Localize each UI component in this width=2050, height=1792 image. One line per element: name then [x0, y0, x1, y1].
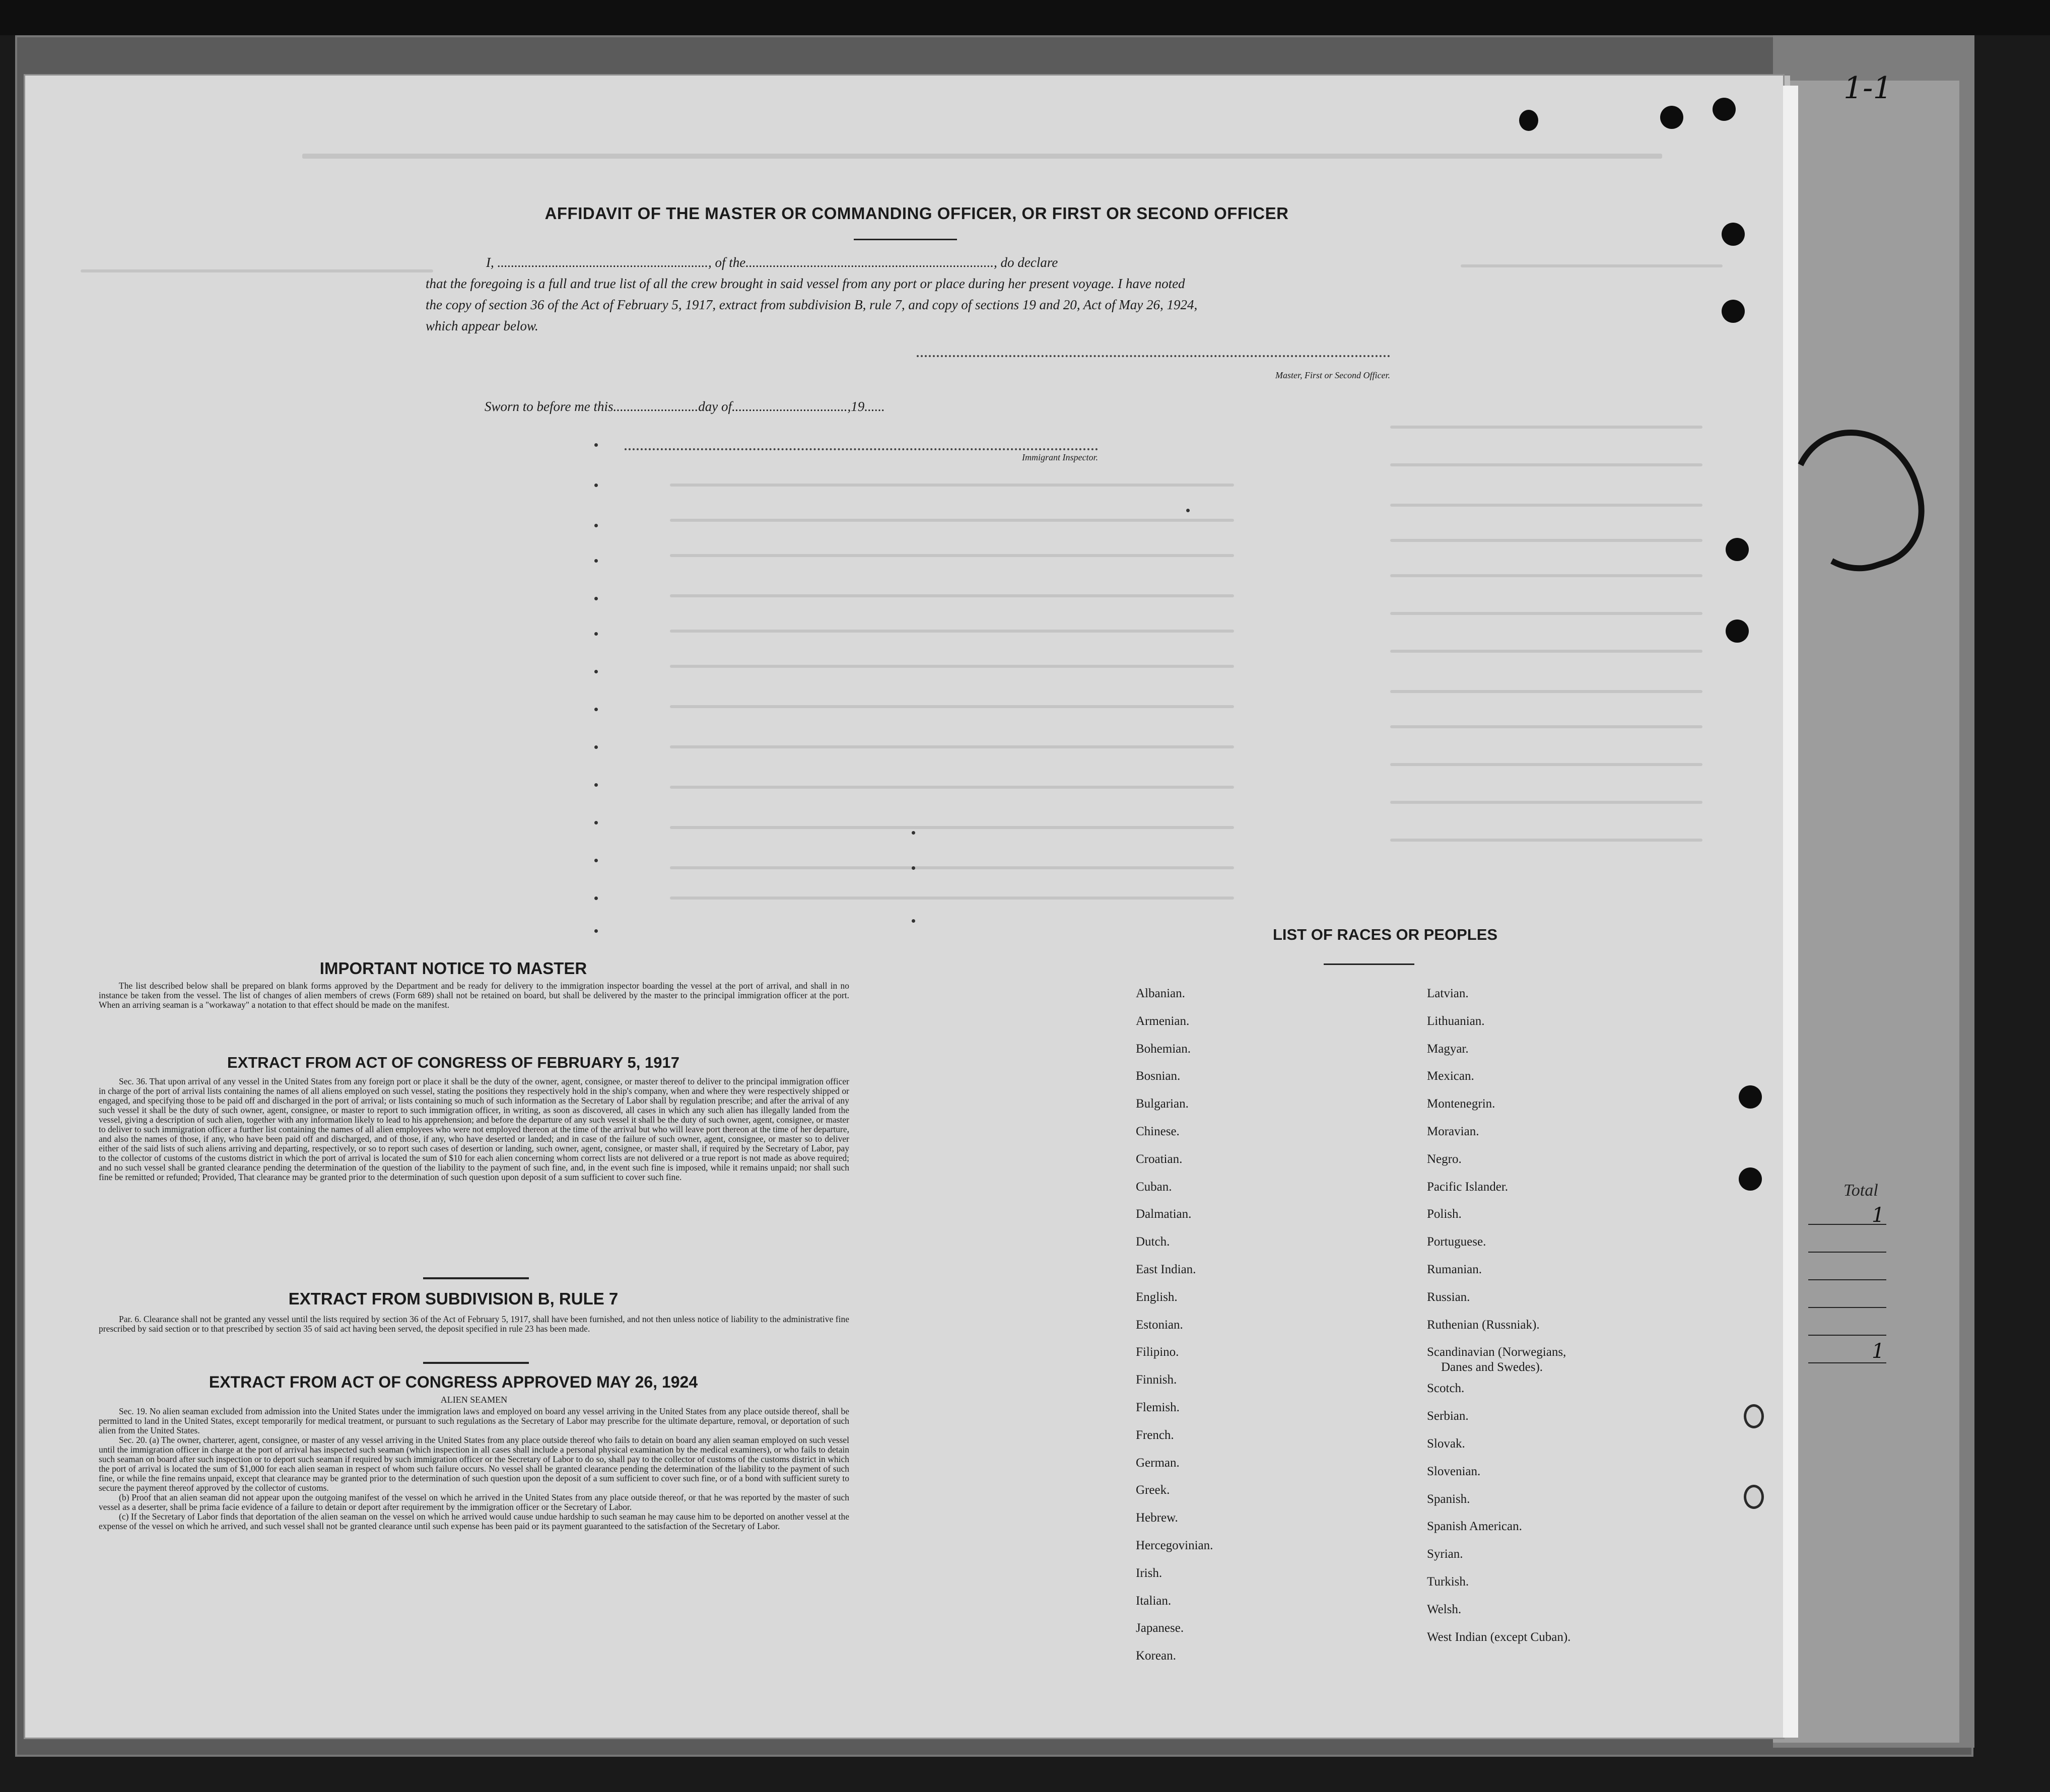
bleed-through-line: [670, 745, 1234, 748]
bleed-through-line: [670, 554, 1234, 557]
extract-1917-body: [99, 1077, 849, 1182]
dot-mark: [594, 670, 598, 673]
notice-title: IMPORTANT NOTICE TO MASTER: [319, 959, 587, 978]
race-item: Portuguese.: [1427, 1235, 1486, 1249]
extract-1924-body: [99, 1395, 849, 1531]
section-rule: [423, 1277, 529, 1279]
dot-mark: [1186, 509, 1190, 512]
par-6-paragraph: Par. 6. Clearance shall not be granted any vessel until the lists required by section 36 of the Act of February 5, 1917, shall have been furnished, and not then unless notice of liability to the administrative fine prescribed by said section or to that prescribed by section 35 of said act having been served, the deposit specified in rule 23 has been made.: [99, 1314, 849, 1334]
bleed-through-line: [1390, 539, 1702, 542]
extract-1924-title: EXTRACT FROM ACT OF CONGRESS APPROVED MAY 26, 1924: [209, 1373, 698, 1391]
punch-hole: [1713, 98, 1736, 121]
section-20a-paragraph: Sec. 20. (a) The owner, charterer, agent, consignee, or master of any vessel arriving in the United States from any place outside thereof who fails to detain on board any alien seaman employed on such vessel until the immigration officer in charge at the port of arrival has inspected such seaman (which inspection in all cases shall include a personal physical examination by the medical examiners), or who fails to detain such seaman on board after such inspection or to deport such seaman if required by such immigration officer or the Secretary of Labor to do so, shall pay to the collector of customs of the customs district in which the port of arrival is located the sum of $1,000 for each alien seaman in respect of whom such failure occurs. No vessel shall be granted clearance pending the determination of the liability to the payment of such fine, or while the fine remains unpaid, except that clearance may be granted prior to the determination of such question upon the deposit of a sum sufficient to cover such fine, or of a bond with sufficient surety to secure the payment thereof approved by the collector of customs.: [99, 1435, 849, 1493]
race-item: Lithuanian.: [1427, 1014, 1485, 1028]
dot-mark: [594, 783, 598, 787]
punch-hole: [1744, 1404, 1764, 1428]
affidavit-line: that the foregoing is a full and true list of all the crew brought in said vessel from any port or place during her present voyage. I have noted: [426, 276, 1185, 291]
bleed-through-line: [302, 154, 1662, 159]
race-item: Hercegovinian.: [1136, 1538, 1213, 1552]
corner-mark: 1-1: [1843, 71, 1892, 106]
race-item: Korean.: [1136, 1649, 1176, 1663]
race-item: Croatian.: [1136, 1152, 1183, 1166]
affidavit-line: which appear below.: [426, 318, 538, 333]
race-item: Cuban.: [1136, 1180, 1172, 1194]
race-item: Finnish.: [1136, 1373, 1177, 1387]
back-sheet: [1773, 81, 1959, 1743]
race-item: Montenegrin.: [1427, 1097, 1495, 1111]
dot-mark: [594, 484, 598, 487]
dot-mark: [594, 708, 598, 711]
race-item: Turkish.: [1427, 1574, 1469, 1589]
dot-mark: [912, 831, 915, 835]
punch-hole: [1722, 223, 1745, 246]
race-item: Mexican.: [1427, 1069, 1474, 1083]
bleed-through-line: [1390, 650, 1702, 653]
bleed-through-line: [1390, 426, 1702, 429]
total-row-line: [1808, 1279, 1886, 1280]
race-item: Negro.: [1427, 1152, 1462, 1166]
dot-mark: [594, 559, 598, 563]
race-item: French.: [1136, 1428, 1174, 1442]
races-right-column: [1427, 980, 1570, 1651]
bleed-through-line: [670, 866, 1234, 869]
bleed-through-line: [670, 630, 1234, 633]
alien-seamen-subtitle: ALIEN SEAMEN: [440, 1395, 508, 1405]
race-item: Italian.: [1136, 1594, 1172, 1608]
bleed-through-line: [81, 269, 433, 272]
section-36-paragraph: Sec. 36. That upon arrival of any vessel in the United States from any foreign port or place it shall be the duty of the owner, agent, consignee, or master thereof to deliver to the principal immigration officer in charge of the port of arrival lists containing the names of all aliens employed on such vessel, stating the positions they respectively hold in the ship's company, when and where they were respectively shipped or engaged, and specifying those to be paid off and discharged in the port of arrival; or lists containing so much of such information as the Secretary of Labor shall by regulation prescribe; and after the arrival of any such vessel it shall be the duty of such owner, agent, consignee, or master to report to such immigration officer, in writing, as soon as discovered, all cases in which any such alien has illegally landed from the vessel, giving a description of such alien, together with any information likely to lead to his apprehension; and before the departure of any such vessel it shall be the duty of such owner, agent, consignee, or master to deliver to such immigration officer a further list containing the names of all alien employees who were not employed thereon at the time of the arrival but who will leave port thereon at the time of her departure, and also the names of those, if any, who have been paid off and discharged, and of those, if any, who have deserted or landed; and in case of the failure of such owner, agent, consignee, or master so to deliver either of the said lists of such aliens arriving and departing, respectively, or so to report such cases of desertion or landing, such owner, agent, consignee, or master shall, if required by the Secretary of Labor, pay to the collector of customs of the customs district in which the port of arrival is located the sum of $10 for each alien concerning whom correct lists are not delivered or a true report is not made as above required; and no such vessel shall be granted clearance pending the determination of the question of the liability to the payment of such fine, and, in the event such fine is imposed, while it remains unpaid; nor shall such fine be remitted or refunded; Provided, That clearance may be granted prior to the determination of such question upon deposit of a sum sufficient to cover such fine.: [99, 1076, 849, 1182]
affidavit-title: AFFIDAVIT OF THE MASTER OR COMMANDING OFFICER, OR FIRST OR SECOND OFFICER: [544, 204, 1289, 223]
bleed-through-line: [670, 705, 1234, 708]
race-item: Estonian.: [1136, 1318, 1183, 1332]
bleed-through-line: [670, 484, 1234, 487]
scan-edge: [0, 0, 2050, 35]
total-row-line: [1808, 1252, 1886, 1253]
dot-mark: [594, 443, 598, 447]
punch-hole: [1726, 619, 1749, 643]
race-item-line: Scandinavian (Norwegians,: [1427, 1345, 1566, 1359]
bleed-through-line: [670, 519, 1234, 522]
punch-hole: [1519, 110, 1538, 131]
dot-mark: [912, 866, 915, 870]
race-item: German.: [1136, 1456, 1180, 1470]
bleed-through-line: [1390, 801, 1702, 804]
race-item: Rumanian.: [1427, 1262, 1482, 1276]
bleed-through-line: [1390, 725, 1702, 728]
race-item: East Indian.: [1136, 1262, 1196, 1276]
race-item-scandinavian: [1427, 1339, 1570, 1375]
notice-paragraph: The list described below shall be prepared on blank forms approved by the Department and be ready for delivery to the immigration inspector boarding the vessel at the port of arrival, and shall in no instance be taken from the vessel. The list of changes of alien members of crews (Form 689) shall not be retained on board, but shall be delivered by the master to the principal immigration officer at the port. When an arriving seaman is a "workaway" a notation to that effect should be made on the manifest.: [99, 981, 849, 1010]
signature-line: [917, 355, 1390, 357]
bleed-through-line: [1390, 612, 1702, 615]
total-mark: 1: [1872, 1340, 1885, 1363]
notice-body: [99, 981, 849, 1010]
section-19-paragraph: Sec. 19. No alien seaman excluded from admission into the United States under the immigration laws and employed on board any vessel arriving in the United States from any place outside thereof, shall be permitted to land in the United States, except temporarily for medical treatment, or pursuant to such regulations as the Secretary of Labor may prescribe for the ultimate departure, removal, or deportation of such alien from the United States.: [99, 1406, 849, 1435]
bleed-through-line: [670, 786, 1234, 789]
race-item: Moravian.: [1427, 1124, 1479, 1138]
races-title: LIST OF RACES OR PEOPLES: [1272, 926, 1498, 943]
races-left-column: [1136, 980, 1213, 1670]
sworn-statement: Sworn to before me this.........................day of..................................,19......: [485, 399, 885, 414]
race-item: Magyar.: [1427, 1042, 1469, 1056]
punch-hole: [1744, 1485, 1764, 1509]
race-item: Chinese.: [1136, 1124, 1180, 1138]
bleed-through-line: [670, 897, 1234, 900]
race-item-line: Danes and Swedes).: [1441, 1360, 1543, 1374]
punch-hole: [1722, 300, 1745, 323]
race-item: Dutch.: [1136, 1235, 1170, 1249]
bleed-through-line: [1390, 574, 1702, 577]
total-row-line: [1808, 1335, 1886, 1336]
race-item: Slovenian.: [1427, 1464, 1481, 1478]
race-item: Spanish American.: [1427, 1520, 1522, 1534]
race-item: Slovak.: [1427, 1436, 1465, 1451]
bleed-through-line: [670, 594, 1234, 597]
race-item: English.: [1136, 1290, 1178, 1304]
dot-mark: [594, 859, 598, 862]
punch-hole: [1739, 1167, 1762, 1191]
bleed-through-line: [1390, 463, 1702, 466]
race-item: Armenian.: [1136, 1014, 1190, 1028]
race-item: Irish.: [1136, 1566, 1163, 1580]
affidavit-body: [426, 252, 1393, 336]
bleed-through-line: [1390, 763, 1702, 766]
bleed-through-line: [1461, 264, 1723, 267]
dot-mark: [912, 919, 915, 923]
race-item: Polish.: [1427, 1207, 1462, 1221]
race-item: Greek.: [1136, 1483, 1170, 1497]
inspector-label: Immigrant Inspector.: [1022, 452, 1098, 462]
total-mark: 1: [1872, 1204, 1885, 1227]
bleed-through-line: [670, 665, 1234, 668]
race-item: Pacific Islander.: [1427, 1180, 1509, 1194]
dot-mark: [594, 524, 598, 527]
punch-hole: [1726, 538, 1749, 561]
title-rule: [854, 239, 957, 240]
inspector-signature-line: [625, 448, 1098, 450]
race-item: Russian.: [1427, 1290, 1470, 1304]
dot-mark: [594, 745, 598, 749]
race-item: West Indian (except Cuban).: [1427, 1630, 1571, 1644]
section-rule: [423, 1362, 529, 1364]
race-item: Serbian.: [1427, 1409, 1469, 1423]
dot-mark: [594, 632, 598, 636]
dot-mark: [594, 897, 598, 900]
affidavit-line: the copy of section 36 of the Act of February 5, 1917, extract from subdivision B, rule 7, and copy of sections 19 and 20, Act of May 26, 1924,: [426, 297, 1198, 312]
total-row-line: [1808, 1307, 1886, 1308]
page-edge-stack: [1783, 86, 1798, 1738]
rule7-title: EXTRACT FROM SUBDIVISION B, RULE 7: [288, 1289, 619, 1308]
affidavit-line: I, .............................................................., of the........................................................................., do declare: [486, 255, 1058, 270]
race-item: Syrian.: [1427, 1547, 1463, 1561]
race-item: Hebrew.: [1136, 1511, 1178, 1525]
race-item: Albanian.: [1136, 987, 1185, 1000]
races-rule: [1324, 963, 1414, 965]
extract-1917-title: EXTRACT FROM ACT OF CONGRESS OF FEBRUARY 5, 1917: [227, 1054, 679, 1071]
section-20c-paragraph: (c) If the Secretary of Labor finds that deportation of the alien seaman on the vessel on which he arrived would cause undue hardship to such seaman he may cause him to be deported on another vessel at the expense of the vessel on which he arrived, and such vessel shall not be granted clearance until such expense has been paid or its payment guaranteed to the satisfaction of the Secretary of Labor.: [99, 1511, 849, 1531]
race-item: Scotch.: [1427, 1382, 1465, 1396]
race-item: Filipino.: [1136, 1345, 1179, 1359]
race-item: Bohemian.: [1136, 1042, 1191, 1056]
rule7-body: [99, 1315, 849, 1334]
punch-hole: [1739, 1085, 1762, 1109]
bleed-through-line: [1390, 504, 1702, 507]
section-20b-paragraph: (b) Proof that an alien seaman did not appear upon the outgoing manifest of the vessel on which he arrived in the United States from any place outside thereof, or that he was reported by the master of such vessel as a deserter, shall be prima facie evidence of a failure to detain or deport after requirement by the immigration officer or the Secretary of Labor.: [99, 1492, 849, 1512]
dot-mark: [594, 929, 598, 933]
race-item: Latvian.: [1427, 987, 1469, 1000]
race-item: Japanese.: [1136, 1621, 1184, 1635]
race-item: Flemish.: [1136, 1400, 1180, 1414]
race-item: Welsh.: [1427, 1602, 1462, 1616]
punch-hole: [1660, 106, 1683, 129]
race-item: Bulgarian.: [1136, 1097, 1189, 1111]
dot-mark: [594, 597, 598, 600]
race-item: Bosnian.: [1136, 1069, 1181, 1083]
bleed-through-line: [1390, 839, 1702, 842]
bleed-through-line: [1390, 690, 1702, 693]
bleed-through-line: [670, 826, 1234, 829]
race-item: Spanish.: [1427, 1492, 1470, 1506]
total-label: Total: [1843, 1181, 1878, 1200]
race-item: Dalmatian.: [1136, 1207, 1192, 1221]
signature-label: Master, First or Second Officer.: [1275, 370, 1390, 380]
dot-mark: [594, 821, 598, 824]
race-item: Ruthenian (Russniak).: [1427, 1318, 1540, 1332]
